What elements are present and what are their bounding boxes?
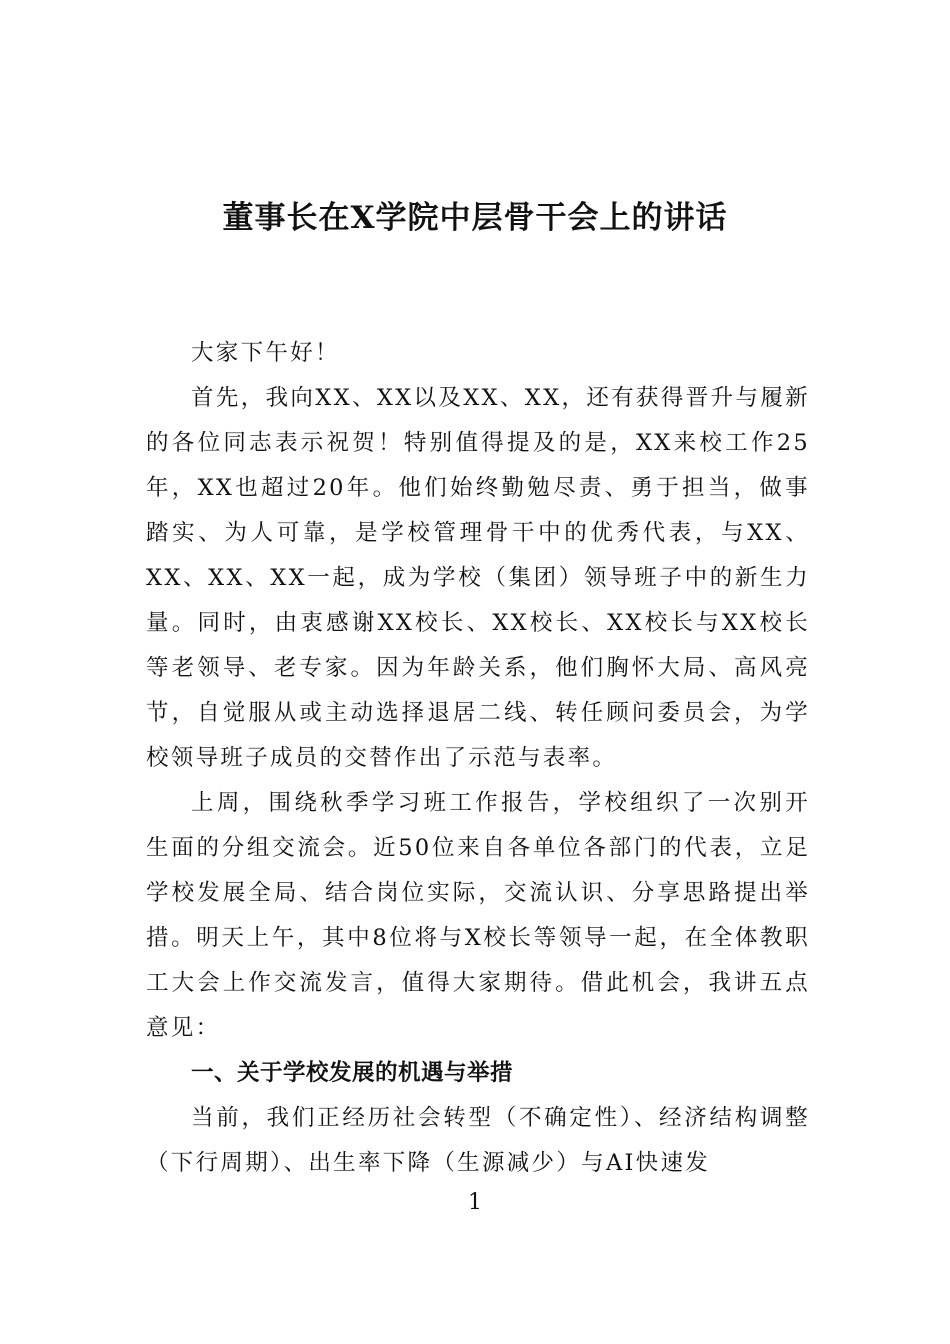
exchange-meeting-paragraph: 上周，围绕秋季学习班工作报告，学校组织了一次别开生面的分组交流会。近50位来自各单位各部门的代表，立足学校发展全局、结合岗位实际，交流认识、分享思路提出举措。明天上午，其中8位将与X校长等领导一起，在全体教职工大会上作交流发言，值得大家期待。借此机会，我讲五点意见： xyxy=(146,790,810,1041)
greeting-paragraph: 大家下午好！ xyxy=(191,340,340,366)
section-heading: 一、关于学校发展的机遇与举措 xyxy=(191,1060,514,1086)
current-situation-paragraph: 当前，我们正经历社会转型（不确定性）、经济结构调整（下行周期）、出生率下降（生源减少）与AI快速发 xyxy=(146,1105,810,1176)
congratulations-paragraph: 首先，我向XX、XX以及XX、XX，还有获得晋升与履新的各位同志表示祝贺！特别值得提及的是，XX来校工作25年，XX也超过20年。他们始终勤勉尽责、勇于担当，做事踏实、为人可靠，是学校管理骨干中的优秀代表，与XX、XX、XX、XX一起，成为学校（集团）领导班子中的新生力量。同时，由衷感谢XX校长、XX校长、XX校长与XX校长等老领导、老专家。因为年龄关系，他们胸怀大局、高风亮节，自觉服从或主动选择退居二线、转任顾问委员会，为学校领导班子成员的交替作出了示范与表率。 xyxy=(146,385,810,771)
document-body xyxy=(146,331,810,1186)
page-number: 1 xyxy=(468,1190,482,1215)
document-title: 董事长在X学院中层骨干会上的讲话 xyxy=(222,200,728,236)
